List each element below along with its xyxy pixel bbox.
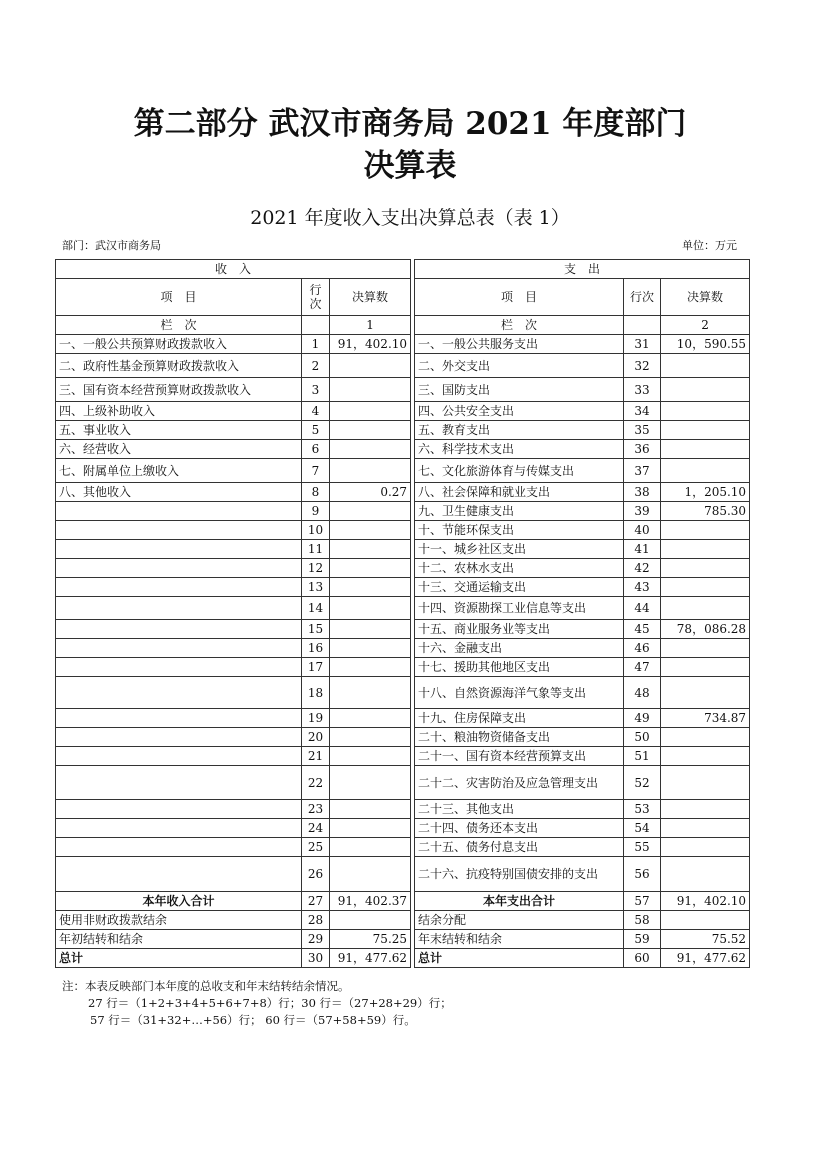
expense-row-number: 43 [624, 578, 661, 597]
income-row-number: 18 [302, 677, 330, 709]
income-row-number: 28 [302, 911, 330, 930]
income-amount [330, 620, 411, 639]
income-amount [330, 800, 411, 819]
expense-amount [661, 440, 750, 459]
expense-amount [661, 540, 750, 559]
income-item-cell: 一、一般公共预算财政拨款收入 [56, 335, 302, 354]
expense-column-blank [624, 316, 661, 335]
expense-item-cell: 二十一、国有资本经营预算支出 [415, 747, 624, 766]
expense-row-number: 36 [624, 440, 661, 459]
income-amount-header: 决算数 [330, 279, 411, 316]
income-amount [330, 521, 411, 540]
income-amount [330, 540, 411, 559]
income-row-number: 26 [302, 857, 330, 892]
table-row [56, 658, 750, 677]
expense-item-cell: 五、教育支出 [415, 421, 624, 440]
income-amount [330, 578, 411, 597]
income-amount [330, 819, 411, 838]
table-row [56, 800, 750, 819]
table-row [56, 440, 750, 459]
expense-amount: 78，086.28 [661, 620, 750, 639]
income-row-number: 20 [302, 728, 330, 747]
expense-amount: 734.87 [661, 709, 750, 728]
income-row-number: 2 [302, 354, 330, 378]
income-column-label: 栏 次 [56, 316, 302, 335]
expense-item-header: 项 目 [415, 279, 624, 316]
expense-item-cell: 九、卫生健康支出 [415, 502, 624, 521]
expense-item-cell: 二十二、灾害防治及应急管理支出 [415, 766, 624, 800]
expense-row-number: 47 [624, 658, 661, 677]
expense-row-number: 35 [624, 421, 661, 440]
note-line-3: 57 行＝（31+32+…+56）行； 60 行＝（57+58+59）行。 [90, 1013, 416, 1027]
expense-item-cell: 四、公共安全支出 [415, 402, 624, 421]
income-item-cell [56, 677, 302, 709]
income-row-number: 13 [302, 578, 330, 597]
expense-item-cell: 八、社会保障和就业支出 [415, 483, 624, 502]
expense-amount [661, 559, 750, 578]
income-row-number: 11 [302, 540, 330, 559]
table-row [56, 620, 750, 639]
expense-amount [661, 838, 750, 857]
table-row [56, 421, 750, 440]
expense-item-cell: 十六、金融支出 [415, 639, 624, 658]
expense-amount [661, 728, 750, 747]
income-item-cell [56, 819, 302, 838]
expense-row-number: 55 [624, 838, 661, 857]
income-row-number: 3 [302, 378, 330, 402]
expense-amount [661, 766, 750, 800]
income-row-number: 1 [302, 335, 330, 354]
income-item-cell [56, 521, 302, 540]
expense-item-cell: 二十、粮油物资储备支出 [415, 728, 624, 747]
expense-item-cell: 十五、商业服务业等支出 [415, 620, 624, 639]
expense-row-number: 34 [624, 402, 661, 421]
income-item-cell: 七、附属单位上缴收入 [56, 459, 302, 483]
expense-row-number: 51 [624, 747, 661, 766]
income-item-cell: 使用非财政拨款结余 [56, 911, 302, 930]
income-row-number: 6 [302, 440, 330, 459]
income-row-number: 15 [302, 620, 330, 639]
expense-item-cell: 二十六、抗疫特别国债安排的支出 [415, 857, 624, 892]
income-item-cell: 八、其他收入 [56, 483, 302, 502]
income-row-number: 9 [302, 502, 330, 521]
expense-row-number: 40 [624, 521, 661, 540]
income-row-number: 24 [302, 819, 330, 838]
income-row-no-header: 行次 [302, 279, 330, 316]
table-row [56, 540, 750, 559]
income-item-cell [56, 800, 302, 819]
income-row-number: 7 [302, 459, 330, 483]
table-row [56, 728, 750, 747]
income-amount [330, 378, 411, 402]
expense-amount [661, 578, 750, 597]
expense-item-cell: 十一、城乡社区支出 [415, 540, 624, 559]
income-item-cell [56, 747, 302, 766]
expense-row-number: 59 [624, 930, 661, 949]
expense-item-cell: 七、文化旅游体育与传媒支出 [415, 459, 624, 483]
table-row [56, 819, 750, 838]
income-item-cell [56, 766, 302, 800]
expense-item-cell: 二十五、债务付息支出 [415, 838, 624, 857]
income-item-cell [56, 709, 302, 728]
expense-amount [661, 421, 750, 440]
income-amount [330, 502, 411, 521]
income-item-cell [56, 857, 302, 892]
income-amount [330, 459, 411, 483]
table-row [56, 709, 750, 728]
expense-amount [661, 819, 750, 838]
expense-item-cell: 十七、援助其他地区支出 [415, 658, 624, 677]
table-title: 2021 年度收入支出决算总表（表 1） [250, 207, 570, 229]
expense-row-number: 33 [624, 378, 661, 402]
expense-row-number: 37 [624, 459, 661, 483]
expense-item-cell: 三、国防支出 [415, 378, 624, 402]
expense-amount: 91，402.10 [661, 892, 750, 911]
table-row [56, 857, 750, 892]
expense-amount [661, 521, 750, 540]
table-row [56, 578, 750, 597]
expense-item-cell: 本年支出合计 [415, 892, 624, 911]
expense-item-cell: 十二、农林水支出 [415, 559, 624, 578]
table-row [56, 930, 750, 949]
table-row [56, 892, 750, 911]
expense-amount-header: 决算数 [661, 279, 750, 316]
expense-row-number: 50 [624, 728, 661, 747]
income-item-header: 项 目 [56, 279, 302, 316]
expense-row-number: 31 [624, 335, 661, 354]
income-header: 收 入 [56, 260, 411, 279]
income-amount [330, 728, 411, 747]
income-item-cell [56, 578, 302, 597]
income-amount [330, 838, 411, 857]
income-row-number: 22 [302, 766, 330, 800]
expense-row-number: 42 [624, 559, 661, 578]
table-row [56, 483, 750, 502]
expense-amount [661, 747, 750, 766]
income-amount [330, 709, 411, 728]
income-amount [330, 747, 411, 766]
income-item-cell [56, 838, 302, 857]
income-row-number: 4 [302, 402, 330, 421]
expense-item-cell: 十九、住房保障支出 [415, 709, 624, 728]
expense-amount: 785.30 [661, 502, 750, 521]
income-row-number: 29 [302, 930, 330, 949]
expense-amount [661, 857, 750, 892]
expense-item-cell: 年末结转和结余 [415, 930, 624, 949]
table-row [56, 911, 750, 930]
income-amount: 0.27 [330, 483, 411, 502]
income-row-number: 5 [302, 421, 330, 440]
income-amount [330, 658, 411, 677]
expense-row-number: 57 [624, 892, 661, 911]
income-row-number: 14 [302, 597, 330, 620]
income-amount [330, 440, 411, 459]
income-amount: 91，477.62 [330, 949, 411, 968]
table-row [56, 459, 750, 483]
income-row-number: 16 [302, 639, 330, 658]
expense-header: 支 出 [415, 260, 750, 279]
income-amount [330, 766, 411, 800]
table-row [56, 559, 750, 578]
table-row [56, 747, 750, 766]
income-amount: 91，402.37 [330, 892, 411, 911]
expense-amount [661, 354, 750, 378]
expense-row-number: 49 [624, 709, 661, 728]
table-row [56, 335, 750, 354]
income-item-cell [56, 639, 302, 658]
income-amount [330, 639, 411, 658]
expense-amount: 75.52 [661, 930, 750, 949]
expense-column-label: 栏 次 [415, 316, 624, 335]
expense-column-number: 2 [661, 316, 750, 335]
unit-label: 单位：万元 [682, 239, 737, 252]
income-row-number: 23 [302, 800, 330, 819]
expense-amount: 10，590.55 [661, 335, 750, 354]
page-title-line2: 决算表 [363, 148, 457, 184]
expense-amount [661, 378, 750, 402]
expense-item-cell: 二、外交支出 [415, 354, 624, 378]
expense-amount [661, 677, 750, 709]
expense-amount [661, 658, 750, 677]
expense-row-number: 44 [624, 597, 661, 620]
expense-row-number: 38 [624, 483, 661, 502]
expense-row-number: 48 [624, 677, 661, 709]
department-label: 部门：武汉市商务局 [62, 239, 161, 252]
income-item-cell: 三、国有资本经营预算财政拨款收入 [56, 378, 302, 402]
income-row-number: 25 [302, 838, 330, 857]
income-row-number: 27 [302, 892, 330, 911]
expense-item-cell: 二十三、其他支出 [415, 800, 624, 819]
income-amount [330, 597, 411, 620]
income-amount [330, 354, 411, 378]
income-item-cell [56, 559, 302, 578]
income-row-number: 17 [302, 658, 330, 677]
income-item-cell [56, 728, 302, 747]
income-item-cell [56, 540, 302, 559]
income-amount [330, 677, 411, 709]
expense-item-cell: 总计 [415, 949, 624, 968]
income-item-cell [56, 502, 302, 521]
income-column-number: 1 [330, 316, 411, 335]
income-item-cell: 年初结转和结余 [56, 930, 302, 949]
income-column-blank [302, 316, 330, 335]
table-row [56, 402, 750, 421]
expense-amount [661, 597, 750, 620]
expense-row-number: 45 [624, 620, 661, 639]
expense-item-cell: 二十四、债务还本支出 [415, 819, 624, 838]
expense-row-number: 54 [624, 819, 661, 838]
income-row-number: 21 [302, 747, 330, 766]
table-notes [62, 978, 452, 1029]
income-item-cell: 总计 [56, 949, 302, 968]
table-row [56, 502, 750, 521]
table-row [56, 677, 750, 709]
expense-item-cell: 十八、自然资源海洋气象等支出 [415, 677, 624, 709]
income-row-number: 10 [302, 521, 330, 540]
expense-amount: 91，477.62 [661, 949, 750, 968]
income-amount [330, 421, 411, 440]
expense-amount: 1，205.10 [661, 483, 750, 502]
income-amount [330, 559, 411, 578]
table-row [56, 838, 750, 857]
expense-row-no-header: 行次 [624, 279, 661, 316]
income-amount: 75.25 [330, 930, 411, 949]
expense-amount [661, 459, 750, 483]
expense-item-cell: 结余分配 [415, 911, 624, 930]
income-amount [330, 402, 411, 421]
expense-row-number: 32 [624, 354, 661, 378]
expense-item-cell: 十四、资源勘探工业信息等支出 [415, 597, 624, 620]
expense-row-number: 58 [624, 911, 661, 930]
expense-amount [661, 800, 750, 819]
expense-row-number: 39 [624, 502, 661, 521]
table-row [56, 766, 750, 800]
income-item-cell [56, 597, 302, 620]
note-line-1: 注：本表反映部门本年度的总收支和年末结转结余情况。 [62, 979, 350, 993]
expense-row-number: 41 [624, 540, 661, 559]
expense-row-number: 53 [624, 800, 661, 819]
expense-amount [661, 911, 750, 930]
budget-table [55, 259, 750, 968]
note-line-2: 27 行＝（1+2+3+4+5+6+7+8）行；30 行＝（27+28+29）行； [88, 996, 452, 1010]
table-row [56, 521, 750, 540]
income-item-cell [56, 658, 302, 677]
income-row-number: 12 [302, 559, 330, 578]
expense-amount [661, 402, 750, 421]
expense-row-number: 60 [624, 949, 661, 968]
income-item-cell: 四、上级补助收入 [56, 402, 302, 421]
expense-item-cell: 十三、交通运输支出 [415, 578, 624, 597]
income-amount [330, 857, 411, 892]
expense-item-cell: 十、节能环保支出 [415, 521, 624, 540]
income-item-cell: 本年收入合计 [56, 892, 302, 911]
income-amount [330, 911, 411, 930]
table-row [56, 354, 750, 378]
income-amount: 91，402.10 [330, 335, 411, 354]
table-row [56, 597, 750, 620]
income-item-cell: 二、政府性基金预算财政拨款收入 [56, 354, 302, 378]
table-row [56, 378, 750, 402]
income-item-cell: 六、经营收入 [56, 440, 302, 459]
page-title: 第二部分 武汉市商务局 2021 年度部门 [133, 106, 687, 142]
expense-row-number: 52 [624, 766, 661, 800]
income-item-cell [56, 620, 302, 639]
expense-item-cell: 六、科学技术支出 [415, 440, 624, 459]
table-row [56, 949, 750, 968]
expense-row-number: 56 [624, 857, 661, 892]
income-row-number: 19 [302, 709, 330, 728]
expense-amount [661, 639, 750, 658]
income-row-number: 8 [302, 483, 330, 502]
income-row-number: 30 [302, 949, 330, 968]
income-item-cell: 五、事业收入 [56, 421, 302, 440]
table-row [56, 639, 750, 658]
expense-row-number: 46 [624, 639, 661, 658]
expense-item-cell: 一、一般公共服务支出 [415, 335, 624, 354]
